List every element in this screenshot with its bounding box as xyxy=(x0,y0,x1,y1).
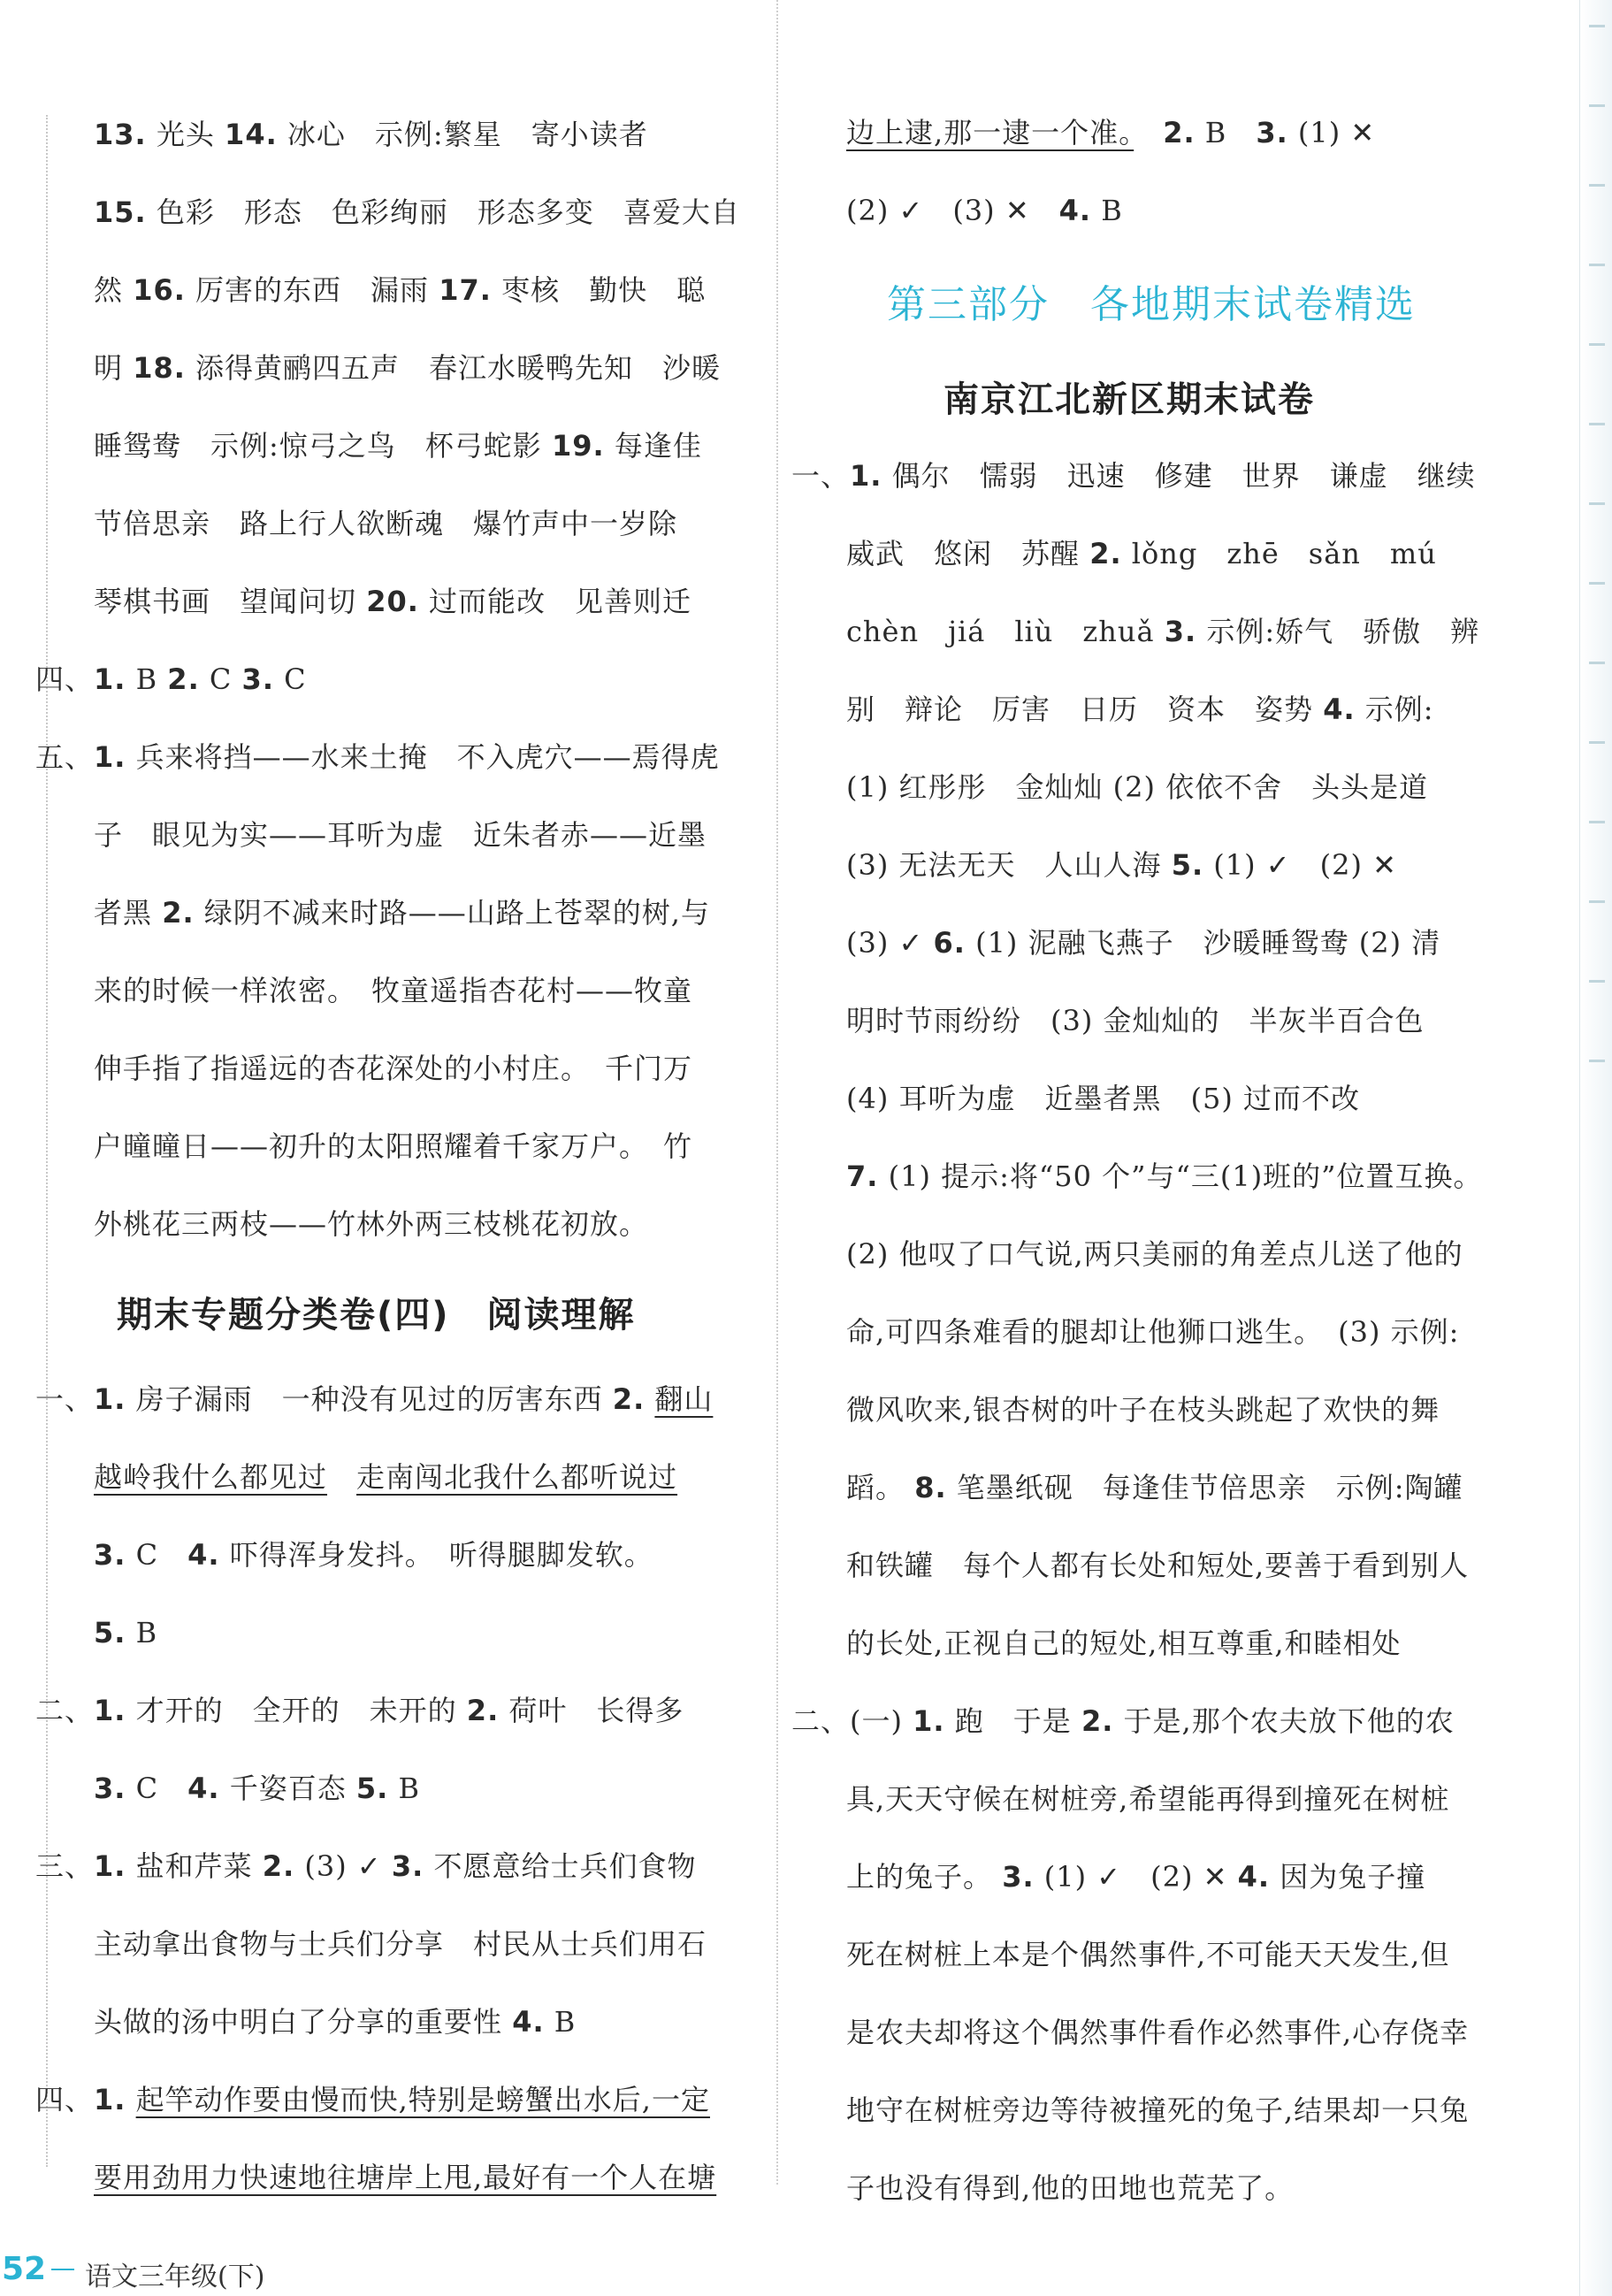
answer-text: 盐和芹菜 xyxy=(126,1849,263,1883)
answer-line xyxy=(35,660,307,699)
answer-line xyxy=(94,115,648,154)
answer-text: 三、 xyxy=(35,1849,95,1883)
edge-tick xyxy=(1589,821,1605,823)
question-number: 2. xyxy=(1089,537,1122,570)
answer-text: 头做的汤中明白了分享的重要性 xyxy=(94,2005,513,2039)
question-number: 3. xyxy=(94,1772,126,1805)
answer-text: 是农夫却将这个偶然事件看作必然事件,心存侥幸 xyxy=(846,2016,1470,2049)
answer-line xyxy=(94,2002,576,2041)
answer-text: 二、(一) xyxy=(791,1704,913,1738)
answer-text: B xyxy=(544,2005,577,2039)
question-number: 1. xyxy=(94,1694,126,1727)
answer-text: 光头 xyxy=(146,118,225,151)
answer-text: 然 xyxy=(94,273,134,307)
answer-text: 地守在树桩旁边等待被撞死的兔子,结果却一只兔 xyxy=(846,2093,1470,2127)
answer-text: B xyxy=(1091,194,1123,227)
answer-text: 厉害的东西 漏雨 xyxy=(185,273,439,307)
answer-line xyxy=(846,1235,1463,1274)
footer-dash xyxy=(51,2269,74,2270)
answer-text: lǒng zhē sǎn mú xyxy=(1121,537,1437,570)
answer-line xyxy=(94,815,707,854)
answer-line xyxy=(35,2080,710,2119)
answer-line xyxy=(846,1157,1483,1196)
answer-line xyxy=(94,1535,653,1574)
answer-text: 来的时候一样浓密。 牧童遥指杏花村——牧童 xyxy=(94,974,693,1007)
answer-text: 添得黄鹂四五声 春江水暖鸭先知 沙暖 xyxy=(185,351,722,385)
question-number: 3. xyxy=(1256,116,1288,149)
answer-text: 命,可四条难看的腿却让他狮口逃生。 (3) 示例: xyxy=(846,1315,1460,1349)
answer-text: 睡鸳鸯 示例:惊弓之鸟 杯弓蛇影 xyxy=(94,429,552,463)
answer-text: 节倍思亲 路上行人欲断魂 爆竹声中一岁除 xyxy=(94,507,678,540)
answer-text: 吓得浑身发抖。 听得腿脚发软。 xyxy=(219,1538,653,1572)
question-number: 14. xyxy=(225,118,278,151)
answer-line xyxy=(94,1049,692,1088)
edge-tick xyxy=(1589,741,1605,744)
question-number: 5. xyxy=(1171,848,1204,882)
question-number: 2. xyxy=(167,662,200,696)
answer-text: B xyxy=(126,662,168,696)
answer-line xyxy=(846,2169,1294,2208)
answer-text: 绿阴不减来时路——山路上苍翠的树,与 xyxy=(194,896,710,930)
answer-text: 的长处,正视自己的短处,相互尊重,和睦相处 xyxy=(846,1626,1402,1660)
answer-line xyxy=(35,1691,684,1730)
answer-text: 者黑 xyxy=(94,896,163,930)
question-number: 2. xyxy=(1163,116,1196,149)
answer-text: chèn jiá liù zhuǎ xyxy=(846,615,1165,648)
column-divider xyxy=(776,0,778,2185)
answer-text: 伸手指了指遥远的杏花深处的小村庄。 千门万 xyxy=(94,1052,693,1085)
edge-tick xyxy=(1589,264,1605,266)
question-number: 4. xyxy=(512,2005,545,2039)
edge-tick xyxy=(1589,1060,1605,1062)
answer-text: B xyxy=(126,1616,158,1649)
answer-line xyxy=(846,1624,1402,1663)
answer-line xyxy=(846,768,1428,807)
answer-text: 过而能改 见善则迁 xyxy=(418,585,692,618)
question-number: 19. xyxy=(551,429,605,463)
answer-text: 荷叶 长得多 xyxy=(499,1694,684,1727)
edge-tick xyxy=(1589,184,1605,187)
answer-text: (1) ✓ (2) ✕ xyxy=(1034,1860,1238,1894)
part-title: 第三部分 各地期末试卷精选 xyxy=(887,282,1416,327)
edge-tick xyxy=(1589,980,1605,983)
answer-text: 具,天天守候在树桩旁,希望能再得到撞死在树桩 xyxy=(846,1782,1450,1816)
answer-text: 威武 悠闲 苏醒 xyxy=(846,537,1090,570)
answer-line xyxy=(94,971,692,1010)
question-number: 5. xyxy=(94,1616,126,1649)
question-number: 2. xyxy=(262,1849,295,1883)
answer-text xyxy=(1134,116,1163,149)
answer-line xyxy=(846,1857,1425,1896)
answer-line xyxy=(94,504,677,543)
answer-text: (1) ✓ (2) ✕ xyxy=(1203,848,1397,882)
answer-text xyxy=(327,1460,356,1494)
edge-tick xyxy=(1589,900,1605,903)
answer-text: 越岭我什么都见过 xyxy=(94,1460,328,1494)
edge-tick xyxy=(1589,25,1605,27)
answer-line xyxy=(846,113,1375,152)
question-number: 3. xyxy=(391,1849,424,1883)
edge-tick xyxy=(1589,343,1605,346)
answer-text: 一、 xyxy=(35,1382,95,1416)
question-number: 17. xyxy=(439,273,492,307)
answer-line xyxy=(846,1313,1459,1351)
answer-text: 要用劲用力快速地往塘岸上甩,最好有一个人在塘 xyxy=(94,2161,717,2194)
answer-line xyxy=(94,1769,420,1808)
answer-text: 才开的 全开的 未开的 xyxy=(126,1694,467,1727)
answer-line xyxy=(846,612,1479,651)
answer-line xyxy=(94,893,710,932)
answer-line xyxy=(846,1779,1449,1818)
answer-line xyxy=(94,1925,707,1963)
answer-line xyxy=(94,1613,157,1652)
answer-line xyxy=(94,1458,677,1496)
question-number: 4. xyxy=(187,1772,220,1805)
question-number: 2. xyxy=(1081,1704,1114,1738)
question-number: 1. xyxy=(94,662,126,696)
question-number: 4. xyxy=(187,1538,220,1572)
edge-tick xyxy=(1589,423,1605,425)
question-number: 4. xyxy=(1058,194,1092,227)
question-number: 15. xyxy=(94,195,147,229)
answer-line xyxy=(846,1001,1425,1040)
page-number: 52 xyxy=(2,2251,47,2287)
answer-line xyxy=(791,1702,1455,1741)
question-number: 1. xyxy=(913,1704,945,1738)
answer-line xyxy=(94,193,740,232)
answer-text: 不愿意给士兵们食物 xyxy=(424,1849,697,1883)
footer-subject: 语文三年级(下) xyxy=(85,2262,265,2292)
answer-text: 四、 xyxy=(35,2083,95,2116)
question-number: 2. xyxy=(162,896,195,930)
answer-text: (1) 提示:将“50 个”与“三(1)班的”位置互换。 xyxy=(878,1159,1483,1193)
answer-text: 二、 xyxy=(35,1694,95,1727)
answer-line xyxy=(846,846,1397,884)
question-number: 16. xyxy=(133,273,186,307)
answer-text: 千姿百态 xyxy=(219,1772,356,1805)
question-number: 1. xyxy=(94,1849,126,1883)
question-number: 2. xyxy=(466,1694,500,1727)
question-number: 4. xyxy=(1237,1860,1271,1894)
answer-text: (4) 耳听为虚 近墨者黑 (5) 过而不改 xyxy=(846,1082,1361,1115)
answer-text: 外桃花三两枝——竹林外两三枝桃花初放。 xyxy=(94,1207,649,1241)
answer-text: 跑 于是 xyxy=(944,1704,1081,1738)
answer-line xyxy=(846,690,1434,729)
answer-text: 示例: xyxy=(1355,693,1434,726)
answer-line xyxy=(846,1546,1469,1585)
question-number: 3. xyxy=(1164,615,1197,648)
answer-text xyxy=(126,2083,135,2116)
answer-text: (3) ✓ xyxy=(294,1849,392,1883)
answer-text: 别 辩论 厉害 日历 资本 姿势 xyxy=(846,693,1324,726)
answer-line xyxy=(846,191,1123,230)
answer-line xyxy=(94,348,721,387)
answer-text: 冰心 示例:繁星 寄小读者 xyxy=(277,118,648,151)
edge-tick xyxy=(1589,502,1605,505)
question-number: 6. xyxy=(933,926,966,960)
answer-text: 和铁罐 每个人都有长处和短处,要善于看到别人 xyxy=(846,1549,1470,1582)
answer-line xyxy=(846,1468,1463,1507)
question-number: 3. xyxy=(241,662,274,696)
answer-text: 起竿动作要由慢而快,特别是螃蟹出水后,一定 xyxy=(135,2083,710,2116)
question-number: 2. xyxy=(612,1382,646,1416)
answer-line xyxy=(35,1847,696,1886)
answer-line xyxy=(846,1079,1360,1118)
answer-text: 琴棋书画 望闻问切 xyxy=(94,585,367,618)
answer-text: C xyxy=(199,662,242,696)
answer-text: C xyxy=(126,1538,188,1572)
answer-line xyxy=(35,738,720,777)
answer-text: C xyxy=(126,1772,188,1805)
edge-tick xyxy=(1589,582,1605,585)
answer-line xyxy=(846,1390,1440,1429)
answer-text: 五、 xyxy=(35,740,95,774)
question-number: 1. xyxy=(94,740,126,774)
answer-text: 上的兔子。 xyxy=(846,1860,1003,1894)
question-number: 3. xyxy=(1002,1860,1035,1894)
question-number: 3. xyxy=(94,1538,126,1572)
answer-line xyxy=(35,1380,713,1419)
answer-text: 户曈曈日——初升的太阳照耀着千家万户。 竹 xyxy=(94,1129,693,1163)
answer-line xyxy=(94,426,702,465)
answer-text: 兵来将挡——水来土掩 不入虎穴——焉得虎 xyxy=(126,740,720,774)
question-number: 7. xyxy=(846,1159,879,1193)
answer-text: 于是,那个农夫放下他的农 xyxy=(1113,1704,1455,1738)
question-number: 20. xyxy=(366,585,419,618)
answer-text: B xyxy=(388,1772,420,1805)
answer-text: 每逢佳 xyxy=(604,429,702,463)
answer-line xyxy=(94,271,706,310)
answer-text: 死在树桩上本是个偶然事件,不可能天天发生,但 xyxy=(846,1938,1450,1971)
question-number: 1. xyxy=(94,2083,126,2116)
answer-text: (1) ✕ xyxy=(1287,116,1376,149)
section-title: 期末专题分类卷(四) 阅读理解 xyxy=(117,1295,636,1336)
answer-text: (2) ✓ (3) ✕ xyxy=(846,194,1059,227)
answer-text: 子 眼见为实——耳听为虚 近朱者赤——近墨 xyxy=(94,818,707,852)
question-number: 18. xyxy=(133,351,186,385)
answer-text: 枣核 勤快 聪 xyxy=(491,273,707,307)
answer-line xyxy=(846,534,1437,573)
answer-line xyxy=(94,2158,716,2197)
answer-text: 走南闯北我什么都听说过 xyxy=(356,1460,678,1494)
exam-title: 南京江北新区期末试卷 xyxy=(944,379,1315,420)
answer-text: 一、 xyxy=(791,459,851,493)
answer-text: 因为兔子撞 xyxy=(1270,1860,1426,1894)
question-number: 4. xyxy=(1323,693,1356,726)
question-number: 1. xyxy=(94,1382,126,1416)
answer-text: B xyxy=(1195,116,1257,149)
answer-text: (2) 他叹了口气说,两只美丽的角差点儿送了他的 xyxy=(846,1237,1463,1271)
answer-text: 示例:娇气 骄傲 辨 xyxy=(1196,615,1480,648)
question-number: 5. xyxy=(355,1772,389,1805)
answer-line xyxy=(791,456,1476,495)
edge-tick xyxy=(1589,104,1605,107)
answer-line xyxy=(94,1205,648,1244)
answer-text: 房子漏雨 一种没有见过的厉害东西 xyxy=(126,1382,613,1416)
question-number: 13. xyxy=(94,118,147,151)
answer-text: 笔墨纸砚 每逢佳节倍思亲 示例:陶罐 xyxy=(946,1471,1463,1504)
answer-text: 子也没有得到,他的田地也荒芜了。 xyxy=(846,2171,1295,2205)
answer-line xyxy=(846,1935,1449,1974)
answer-text: 四、 xyxy=(35,662,95,696)
answer-text: 微风吹来,银杏树的叶子在枝头跳起了欢快的舞 xyxy=(846,1393,1440,1427)
answer-text: 偶尔 懦弱 迅速 修建 世界 谦虚 继续 xyxy=(882,459,1476,493)
answer-text: 蹈。 xyxy=(846,1471,915,1504)
answer-line xyxy=(846,923,1440,962)
answer-text: (1) 红彤彤 金灿灿 (2) 依依不舍 头头是道 xyxy=(846,770,1429,804)
answer-line xyxy=(846,2013,1469,2052)
answer-line xyxy=(846,2091,1469,2130)
answer-line xyxy=(94,1127,692,1166)
answer-text: 明时节雨纷纷 (3) 金灿灿的 半灰半百合色 xyxy=(846,1004,1425,1037)
question-number: 1. xyxy=(850,459,882,493)
answer-text: 翻山 xyxy=(654,1382,714,1416)
answer-text: C xyxy=(273,662,307,696)
answer-text: (3) 无法无天 人山人海 xyxy=(846,848,1172,882)
answer-text: (1) 泥融飞燕子 沙暖睡鸳鸯 (2) 清 xyxy=(965,926,1441,960)
answer-text: (3) ✓ xyxy=(846,926,934,960)
answer-text: 色彩 形态 色彩绚丽 形态多变 喜爱大自 xyxy=(146,195,740,229)
answer-text: 明 xyxy=(94,351,134,385)
answer-text: 主动拿出食物与士兵们分享 村民从士兵们用石 xyxy=(94,1927,707,1961)
edge-tick xyxy=(1589,662,1605,664)
answer-text: 边上逮,那一逮一个准。 xyxy=(846,116,1135,149)
answer-text xyxy=(645,1382,654,1416)
question-number: 8. xyxy=(914,1471,947,1504)
answer-line xyxy=(94,582,691,621)
